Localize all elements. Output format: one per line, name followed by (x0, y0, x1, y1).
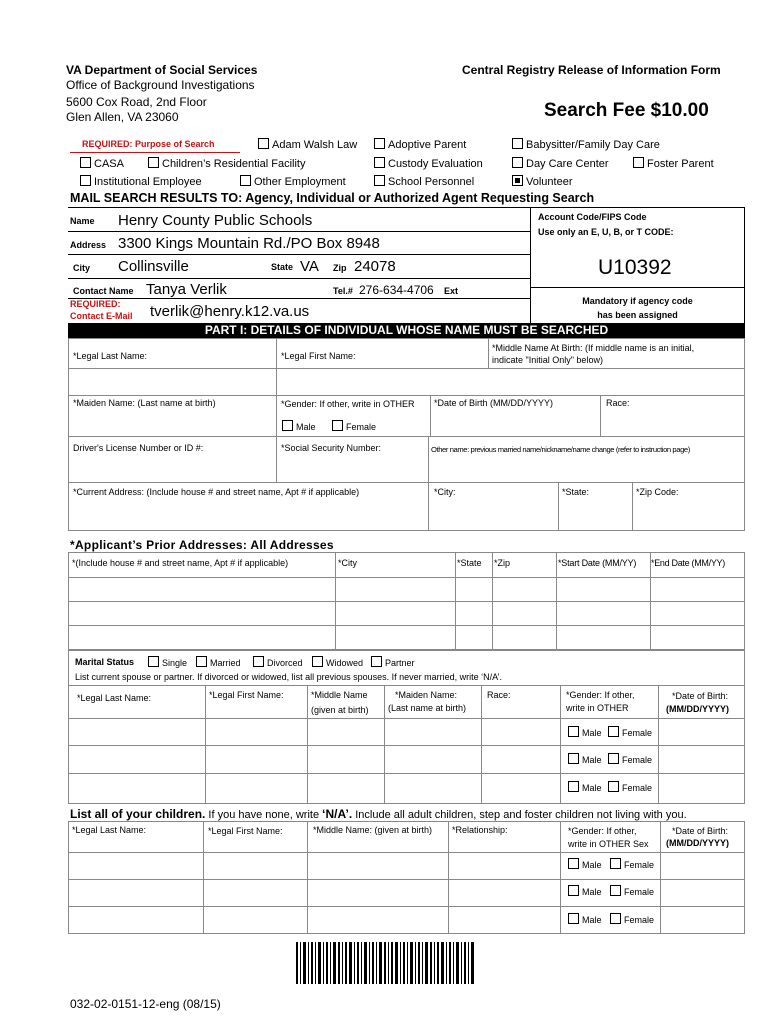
purpose-babysitter[interactable]: Babysitter/Family Day Care (512, 138, 660, 151)
part1-col2a (488, 338, 489, 368)
spouse-gender-label-1: *Gender: If other, (566, 690, 635, 700)
mail-top-rule (68, 207, 745, 208)
prior-col-start-label: *Start Date (MM/YY) (558, 558, 637, 568)
child1-male[interactable]: Male (568, 858, 602, 870)
part1-dob-label: *Date of Birth (MM/DD/YYYY) (434, 398, 554, 408)
child-gender-label-1: *Gender: If other, (568, 826, 637, 836)
city-rule (68, 278, 530, 279)
mail-ext-label: Ext (444, 286, 459, 296)
checkbox-day-care[interactable] (512, 157, 523, 168)
child-relationship-label: *Relationship: (452, 825, 508, 835)
mail-heading: MAIL SEARCH RESULTS TO: Agency, Individual or Authorized Agent Requesting Search (70, 191, 595, 205)
checkbox-part1-female[interactable] (332, 420, 343, 431)
spouse-last-label: *Legal Last Name: (77, 693, 152, 703)
mail-state-label: State (271, 262, 294, 272)
mail-address-value[interactable]: 3300 Kings Mountain Rd./PO Box 8948 (118, 235, 380, 252)
agency-name: VA Department of Social Services (66, 63, 258, 77)
marital-instruction: List current spouse or partner. If divorced or widowed, list all previous spouses. If never married, write ‘N/A’. (75, 672, 503, 682)
checkbox-partner[interactable] (371, 656, 382, 667)
spouse-dob-label-2: (MM/DD/YYYY) (666, 704, 729, 714)
part1-col-other (428, 436, 429, 531)
child-col-first (203, 821, 204, 934)
purpose-other-employment[interactable]: Other Employment (240, 175, 346, 188)
part1-state-label: *State: (562, 487, 590, 497)
marital-married[interactable]: Married (196, 656, 241, 668)
spouse-middle-label-2: (given at birth) (311, 705, 369, 715)
child-gender-label-2: write in OTHER Sex (568, 839, 649, 849)
spouse-row1 (68, 718, 745, 719)
spouse-row3 (68, 773, 745, 774)
checkbox-foster[interactable] (633, 157, 644, 168)
mandatory-note-1: Mandatory if agency code (582, 296, 693, 306)
spouse2-female[interactable]: Female (608, 753, 652, 765)
purpose-adoptive-parent[interactable]: Adoptive Parent (374, 138, 466, 151)
search-fee: Search Fee $10.00 (544, 100, 709, 121)
marital-divorced[interactable]: Divorced (253, 656, 303, 668)
mail-email-value[interactable]: tverlik@henry.k12.va.us (150, 303, 310, 320)
child-dob-label-1: *Date of Birth: (672, 826, 729, 836)
mail-address-label: Address (70, 240, 107, 250)
prior-col-end-label: *End Date (MM/YY) (651, 558, 725, 568)
checkbox-institutional[interactable] (80, 175, 91, 186)
checkbox-child2-male[interactable] (568, 885, 579, 896)
checkbox-child3-female[interactable] (610, 913, 621, 924)
part1-zip-label: *Zip Code: (636, 487, 679, 497)
child-row2 (68, 879, 745, 880)
spouse-race-label: Race: (487, 690, 511, 700)
child-last-label: *Legal Last Name: (72, 825, 147, 835)
email-label: Contact E-Mail (70, 311, 133, 321)
checkbox-single[interactable] (148, 656, 159, 667)
part1-row4 (68, 482, 745, 483)
purpose-required-label: REQUIRED: Purpose of Search (82, 139, 215, 149)
prior-col-address-label: *(Include house # and street name, Apt # if applicable) (72, 558, 289, 568)
part1-race-label: Race: (606, 398, 630, 408)
spouse-gender-label-2: write in OTHER (566, 703, 629, 713)
child-middle-label: *Middle Name: (given at birth) (313, 825, 433, 835)
checkbox-volunteer[interactable] (512, 175, 523, 186)
spouse-row2 (68, 745, 745, 746)
account-box-mid (530, 287, 745, 288)
part1-gender-male[interactable]: Male (282, 420, 316, 432)
child-first-label: *Legal First Name: (208, 826, 283, 836)
child-col-dob (660, 821, 661, 934)
part1-heading: PART I: DETAILS OF INDIVIDUAL WHOSE NAME MUST BE SEARCHED (68, 323, 745, 338)
child-row1 (68, 852, 745, 853)
child-dob-label-2: (MM/DD/YYYY) (666, 838, 729, 848)
marital-label: Marital Status (75, 657, 135, 667)
prior-col-zip-label: *Zip (494, 558, 511, 568)
checkbox-spouse2-female[interactable] (608, 753, 619, 764)
checkbox-spouse3-female[interactable] (608, 781, 619, 792)
part1-gender-female[interactable]: Female (332, 420, 376, 432)
spouse-maiden-label-2: (Last name at birth) (388, 703, 467, 713)
part1-maiden-label: *Maiden Name: (Last name at birth) (73, 398, 216, 408)
part1-row2 (68, 395, 745, 396)
checkbox-part1-male[interactable] (282, 420, 293, 431)
checkbox-spouse1-female[interactable] (608, 726, 619, 737)
mail-contact-value[interactable]: Tanya Verlik (146, 281, 227, 298)
children-heading: List all of your children. If you have none, write ‘N/A’. Include all adult children, step and foster children not living with you. (70, 807, 687, 821)
form-title: Central Registry Release of Information Form (462, 63, 721, 77)
office-address-line2: Glen Allen, VA 23060 (66, 110, 179, 124)
mandatory-note-2: has been assigned (597, 310, 678, 320)
part1-legal-first-label: *Legal First Name: (281, 351, 356, 361)
checkbox-widowed[interactable] (312, 656, 323, 667)
prior-col-state-label: *State (457, 558, 482, 568)
prior-row2 (68, 601, 745, 602)
child3-male[interactable]: Male (568, 913, 602, 925)
marital-single[interactable]: Single (148, 656, 187, 668)
child-col-middle (307, 821, 308, 934)
name-rule (68, 231, 530, 232)
office-name: Office of Background Investigations (66, 78, 255, 92)
mail-city-value[interactable]: Collinsville (118, 258, 189, 275)
part1-current-address-label: *Current Address: (Include house # and street name, Apt # if applicable) (73, 487, 360, 497)
mail-zip-value[interactable]: 24078 (354, 258, 396, 275)
part1-grid (68, 338, 745, 531)
spouse-dob-label-1: *Date of Birth: (672, 691, 729, 701)
purpose-adam-walsh[interactable]: Adam Walsh Law (258, 138, 357, 151)
part1-city-label: *City: (434, 487, 456, 497)
part1-col-state (558, 482, 559, 531)
checkbox-child2-female[interactable] (610, 885, 621, 896)
checkbox-adoptive-parent[interactable] (374, 138, 385, 149)
part1-row3b (68, 436, 276, 437)
address-rule (68, 254, 530, 255)
part1-col-dob (430, 395, 431, 436)
checkbox-babysitter[interactable] (512, 138, 523, 149)
spouse-header-top (68, 685, 745, 686)
part1-col1 (276, 338, 277, 483)
checkbox-spouse2-male[interactable] (568, 753, 579, 764)
child2-female[interactable]: Female (610, 885, 654, 897)
child-col-relationship (448, 821, 449, 934)
purpose-foster[interactable]: Foster Parent (633, 157, 714, 170)
marital-widowed[interactable]: Widowed (312, 656, 363, 668)
purpose-institutional[interactable]: Institutional Employee (80, 175, 202, 188)
part1-row3 (276, 436, 745, 437)
account-code-value[interactable]: U10392 (598, 256, 672, 279)
child-col-gender (560, 821, 561, 934)
mail-name-label: Name (70, 216, 95, 226)
account-code-instruction: Use only an E, U, B, or T CODE: (538, 227, 674, 237)
spouse-first-label: *Legal First Name: (209, 690, 284, 700)
part1-col-zip (632, 482, 633, 531)
prior-heading: *Applicant’s Prior Addresses: All Addresses (70, 538, 334, 552)
checkbox-other-employment[interactable] (240, 175, 251, 186)
part1-other-name-label: Other name: previous married name/nickname/name change (refer to instruction page) (431, 445, 690, 454)
prior-row1 (68, 577, 745, 578)
spouse3-female[interactable]: Female (608, 781, 652, 793)
purpose-volunteer[interactable]: Volunteer (512, 175, 572, 188)
part1-middle-label-1: *Middle Name At Birth: (If middle name is an initial, (492, 343, 695, 353)
purpose-residential[interactable]: Children’s Residential Facility (148, 157, 305, 170)
mail-name-value[interactable]: Henry County Public Schools (118, 212, 313, 229)
part1-middle-label-2: indicate "Initial Only" below) (492, 355, 603, 365)
checkbox-married[interactable] (196, 656, 207, 667)
mail-state-value[interactable]: VA (300, 258, 319, 275)
checkbox-spouse1-male[interactable] (568, 726, 579, 737)
checkbox-child1-female[interactable] (610, 858, 621, 869)
spouse-maiden-label-1: *Maiden Name: (395, 690, 458, 700)
prior-col-city-label: *City (338, 558, 358, 568)
checkbox-adam-walsh[interactable] (258, 138, 269, 149)
purpose-day-care[interactable]: Day Care Center (512, 157, 609, 170)
spouse3-male[interactable]: Male (568, 781, 602, 793)
prior-row3 (68, 625, 745, 626)
mail-city-label: City (73, 263, 91, 273)
part1-legal-last-label: *Legal Last Name: (73, 351, 148, 361)
checkbox-residential[interactable] (148, 157, 159, 168)
barcode-icon (296, 942, 476, 984)
email-required-label: REQUIRED: (70, 299, 121, 309)
checkbox-custody[interactable] (374, 157, 385, 168)
part1-license-label: Driver's License Number or ID #: (73, 443, 204, 453)
contact-rule (68, 298, 530, 299)
spouse1-female[interactable]: Female (608, 726, 652, 738)
marital-partner[interactable]: Partner (371, 656, 415, 668)
checkbox-child3-male[interactable] (568, 913, 579, 924)
mail-tel-value[interactable]: 276-634-4706 (359, 283, 434, 297)
part1-ssn-label: *Social Security Number: (281, 443, 382, 453)
part1-col-race (600, 395, 601, 436)
spouse2-male[interactable]: Male (568, 753, 602, 765)
checkbox-child1-male[interactable] (568, 858, 579, 869)
mail-contact-label: Contact Name (73, 286, 134, 296)
part1-gender-label: *Gender: If other, write in OTHER (281, 399, 415, 409)
mail-zip-label: Zip (333, 263, 347, 273)
child1-female[interactable]: Female (610, 858, 654, 870)
checkbox-casa[interactable] (80, 157, 91, 168)
purpose-custody[interactable]: Custody Evaluation (374, 157, 483, 170)
checkbox-spouse3-male[interactable] (568, 781, 579, 792)
purpose-underline (70, 152, 240, 153)
part1-row1 (68, 368, 745, 369)
purpose-school[interactable]: School Personnel (374, 175, 474, 188)
office-address-line1: 5600 Cox Road, 2nd Floor (66, 95, 207, 109)
child2-male[interactable]: Male (568, 885, 602, 897)
account-code-label: Account Code/FIPS Code (538, 212, 647, 222)
checkbox-divorced[interactable] (253, 656, 264, 667)
form-number: 032-02-0151-12-eng (08/15) (70, 997, 221, 1011)
purpose-casa[interactable]: CASA (80, 157, 124, 170)
mail-tel-label: Tel.# (333, 286, 353, 296)
child3-female[interactable]: Female (610, 913, 654, 925)
spouse-middle-label-1: *Middle Name (311, 690, 368, 700)
spouse1-male[interactable]: Male (568, 726, 602, 738)
child-row3 (68, 906, 745, 907)
checkbox-school[interactable] (374, 175, 385, 186)
